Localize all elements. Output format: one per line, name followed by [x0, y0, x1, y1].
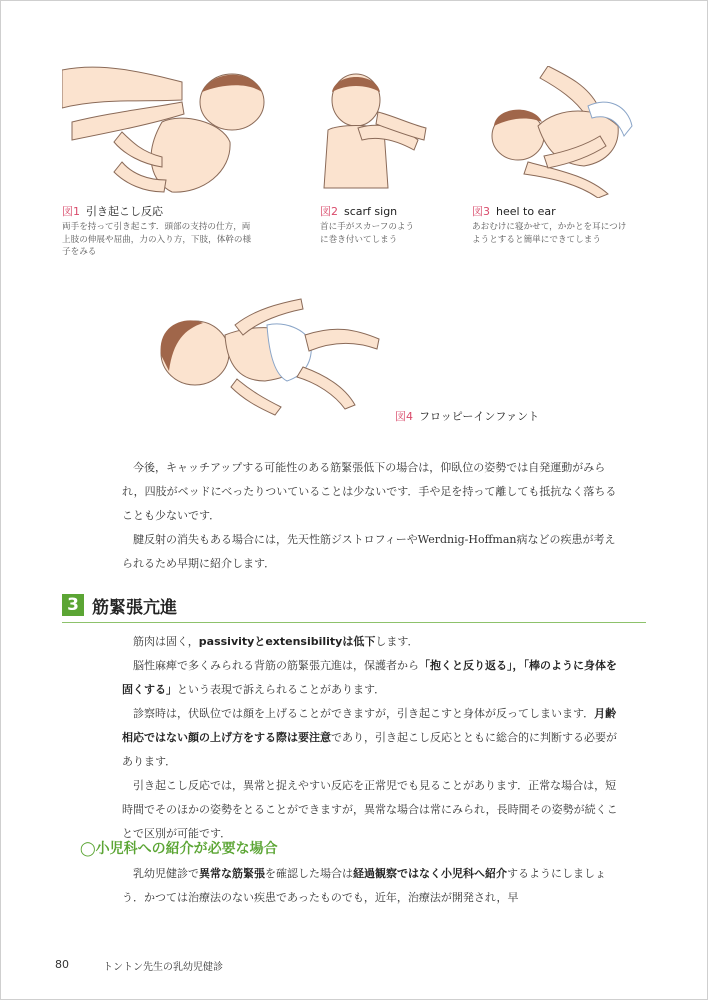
figure-1-desc-line: 子をみる: [62, 247, 97, 257]
figure-2-desc-line: に巻き付いてしまう: [320, 234, 398, 245]
figure-4-caption: [395, 410, 595, 424]
figure-1-desc-line: 上肢の伸展や屈曲，力の入り方，下肢，体幹の様: [62, 234, 252, 245]
figure-2-illustration: [318, 70, 428, 190]
paragraph-muscle-stiff: [122, 630, 622, 654]
text-run: 脳性麻痺で多くみられる背筋の筋緊張亢進は，保護者から: [133, 659, 419, 672]
emphasis: 月齢相応ではない顔の上げ方をする際は要注意: [122, 707, 617, 744]
figure-1-illustration: [62, 62, 272, 202]
figure-2-number: 図2: [320, 205, 338, 218]
text-run: であり，引き起こし反応とともに総合的に判断する必要があります．: [122, 731, 617, 768]
paragraph-tendon-reflex: 腱反射の消失もある場合には，先天性筋ジストロフィーやWerdnig-Hoffman病などの疾患が考えられるため早期に紹介します．: [122, 533, 616, 570]
emphasis: 「抱くと反り返る」，「棒のように身体を固くする」: [122, 659, 617, 696]
figure-2-desc-line: 首に手がスカーフのよう: [320, 222, 415, 232]
figure-3-desc-line: あおむけに寝かせて，かかとを耳につけ: [472, 222, 627, 232]
text-run: 乳幼児健診で: [133, 867, 199, 880]
page-number: 80: [55, 958, 69, 971]
figure-4-illustration: [155, 295, 395, 420]
text-run: するようにしましょう．かつては治療法のない疾患であったものでも，近年，治療法が開発され，早: [122, 867, 606, 904]
figure-2-title: scarf sign: [344, 205, 398, 218]
figure-4-title: フロッピーインファント: [419, 410, 540, 423]
paragraph-referral: [122, 862, 622, 910]
figure-4-number: 図4: [395, 410, 413, 423]
paragraph-cerebral-palsy: [122, 654, 622, 702]
figure-1-desc-line: 両手を持って引き起こす．頭部の支持の仕方，両: [62, 222, 251, 232]
figure-3-caption: [472, 205, 652, 246]
text-run: 診察時は，伏臥位では顔を上げることができますが，引き起こすと身体が反ってしまいます．: [133, 707, 595, 720]
text-run: 筋肉は固く，: [133, 635, 199, 648]
figure-1-caption: [62, 205, 277, 259]
paragraph-pull-to-sit: 引き起こし反応では，異常と捉えやすい反応を正常児でも見ることがあります．正常な場合は，短時間でそのほかの姿勢をとることができますが，異常な場合は常にみられ，長時間その姿勢が続くことで区別が可能です．: [122, 779, 618, 840]
figure-3-title: heel to ear: [496, 205, 556, 218]
figure-3-number: 図3: [472, 205, 490, 218]
emphasis: passivityとextensibilityは低下: [198, 635, 376, 648]
section-title: 筋緊張亢進: [92, 598, 177, 618]
text-run: します．: [375, 635, 419, 648]
figure-1-title: 引き起こし反応: [86, 205, 163, 218]
figure-2-caption: [320, 205, 450, 246]
figure-3-illustration: [488, 66, 636, 198]
paragraph-hypotonia-catchup: 今後，キャッチアップする可能性のある筋緊張低下の場合は，仰臥位の姿勢では自発運動がみられ，四肢がベッドにべったりついていることは少ないです．手や足を持って離しても抵抗なく落ちることも少ないです．: [122, 461, 617, 522]
book-title: トントン先生の乳幼児健診: [103, 962, 223, 973]
section-number-badge: 3: [62, 594, 84, 616]
paragraph-examination: [122, 702, 622, 774]
text-run: という表現で訴えられることがあります．: [177, 683, 386, 696]
section-heading: [62, 590, 646, 623]
emphasis: 経過観察ではなく小児科へ紹介: [353, 867, 507, 880]
emphasis: 異常な筋緊張: [199, 867, 265, 880]
text-run: を確認した場合は: [265, 867, 353, 880]
figure-3-desc-line: ようとすると簡単にできてしまう: [472, 234, 601, 245]
subheading-referral: ◯小児科への紹介が必要な場合: [80, 841, 278, 857]
figure-1-number: 図1: [62, 205, 80, 218]
